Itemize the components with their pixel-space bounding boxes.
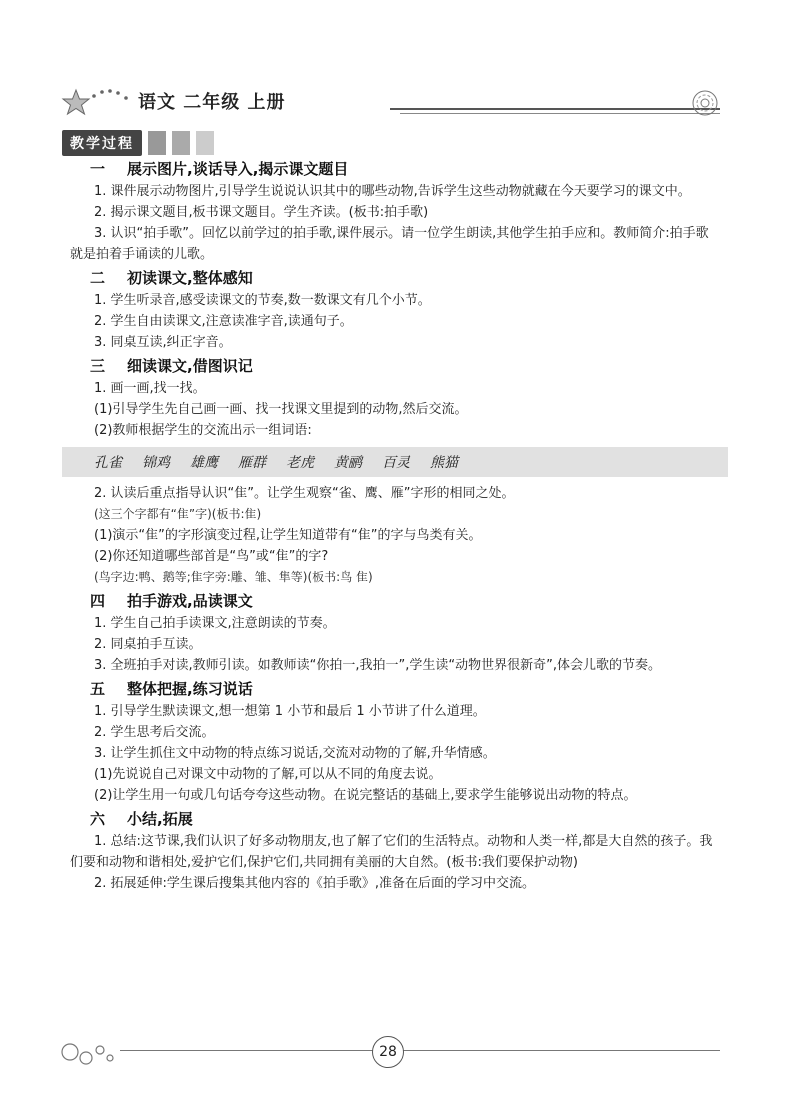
spiral-decoration-icon <box>688 86 722 120</box>
header-divider <box>390 108 720 110</box>
lesson-content <box>70 156 720 894</box>
vocab-word: 熊猫 <box>430 455 458 471</box>
section-heading: 三 细读课文,借图识记 <box>90 357 253 375</box>
section-heading: 四 拍手游戏,品读课文 <box>90 592 253 610</box>
section-heading: 二 初读课文,整体感知 <box>90 269 253 287</box>
page-header <box>60 82 720 122</box>
paragraph: (1)演示“隹”的字形演变过程,让学生知道带有“隹”的字与鸟类有关。 <box>94 528 482 543</box>
book-title: 语文 二年级 上册 <box>138 92 286 113</box>
vocab-word: 雁群 <box>238 455 266 471</box>
vocab-word: 锦鸡 <box>142 455 170 471</box>
vocab-word: 黄鹂 <box>334 455 362 471</box>
paragraph: 2. 揭示课文题目,板书课文题目。学生齐读。(板书:拍手歌) <box>94 205 429 220</box>
tag-block <box>148 131 166 155</box>
section-tag-label: 教学过程 <box>62 130 142 156</box>
paragraph: 1. 学生自己拍手读课文,注意朗读的节奏。 <box>94 616 336 631</box>
paragraph: (1)先说说自己对课文中动物的了解,可以从不同的角度去说。 <box>94 767 442 782</box>
vocab-word: 孔雀 <box>94 455 122 471</box>
paragraph: (鸟字边:鸭、鹅等;隹字旁:雕、雏、隼等)(板书:鸟 隹) <box>94 570 373 584</box>
paragraph: 1. 引导学生默读课文,想一想第 1 小节和最后 1 小节讲了什么道理。 <box>94 704 486 719</box>
page-footer <box>60 1032 720 1082</box>
paragraph: 3. 全班拍手对读,教师引读。如教师读“你拍一,我拍一”,学生读“动物世界很新奇”,体会儿歌的节奏。 <box>94 658 662 673</box>
paragraph: 1. 学生听录音,感受读课文的节奏,数一数课文有几个小节。 <box>94 293 431 308</box>
paragraph: 1. 课件展示动物图片,引导学生说说认识其中的哪些动物,告诉学生这些动物就藏在今天要学习的课文中。 <box>94 184 691 199</box>
vocab-word: 老虎 <box>286 455 314 471</box>
paragraph: (2)让学生用一句或几句话夸夸这些动物。在说完整话的基础上,要求学生能够说出动物的特点。 <box>94 788 637 803</box>
vocab-word: 雄鹰 <box>190 455 218 471</box>
paragraph: 2. 同桌拍手互读。 <box>94 637 202 652</box>
paragraph: 2. 认读后重点指导认识“隹”。让学生观察“雀、鹰、雁”字形的相同之处。 <box>94 486 515 501</box>
tag-block <box>196 131 214 155</box>
tag-block <box>172 131 190 155</box>
page-number: 28 <box>372 1036 404 1068</box>
section-heading: 一 展示图片,谈话导入,揭示课文题目 <box>90 160 349 178</box>
footer-divider <box>120 1050 720 1051</box>
vocabulary-bar <box>62 447 728 477</box>
paragraph: 3. 同桌互读,纠正字音。 <box>94 335 232 350</box>
paragraph: (2)教师根据学生的交流出示一组词语: <box>94 423 312 438</box>
paragraph: 2. 学生自由读课文,注意读准字音,读通句子。 <box>94 314 353 329</box>
paragraph: (1)引导学生先自己画一画、找一找课文里提到的动物,然后交流。 <box>94 402 468 417</box>
star-icon <box>60 82 140 122</box>
paragraph: 2. 拓展延伸:学生课后搜集其他内容的《拍手歌》,准备在后面的学习中交流。 <box>94 876 536 891</box>
header-divider-thin <box>400 113 720 114</box>
bubbles-decoration-icon <box>60 1036 120 1076</box>
paragraph: 1. 画一画,找一找。 <box>94 381 206 396</box>
paragraph: (2)你还知道哪些部首是“鸟”或“隹”的字? <box>94 549 329 564</box>
section-heading: 六 小结,拓展 <box>90 810 193 828</box>
paragraph: 2. 学生思考后交流。 <box>94 725 215 740</box>
paragraph: 1. 总结:这节课,我们认识了好多动物朋友,也了解了它们的生活特点。动物和人类一样,都是大自然的孩子。我们要和动物和谐相处,爱护它们,保护它们,共同拥有美丽的大自然。(板书:我们要保护动物) <box>70 834 713 870</box>
paragraph: 3. 让学生抓住文中动物的特点练习说话,交流对动物的了解,升华情感。 <box>94 746 496 761</box>
section-tag <box>62 131 214 155</box>
section-heading: 五 整体把握,练习说话 <box>90 680 253 698</box>
paragraph: 3. 认识“拍手歌”。回忆以前学过的拍手歌,课件展示。请一位学生朗读,其他学生拍手应和。教师简介:拍手歌就是拍着手诵读的儿歌。 <box>70 226 709 262</box>
paragraph: (这三个字都有“隹”字)(板书:隹) <box>94 507 262 521</box>
vocab-word: 百灵 <box>382 455 410 471</box>
